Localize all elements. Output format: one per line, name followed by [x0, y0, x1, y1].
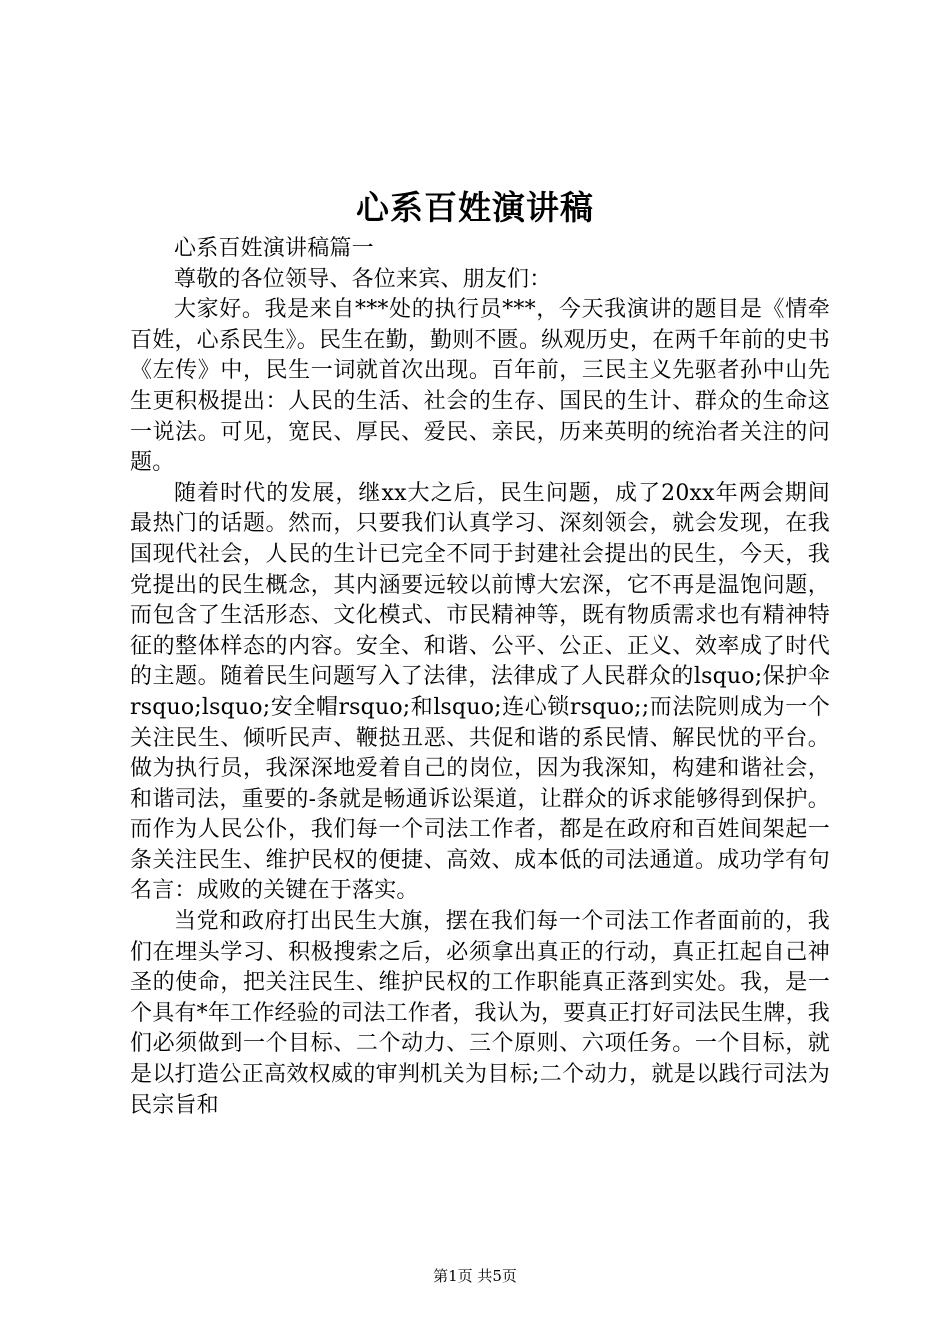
body-paragraph: 当党和政府打出民生大旗，摆在我们每一个司法工作者面前的，我们在埋头学习、积极搜索之后，必须拿出真正的行动，真正扛起自己神圣的使命，把关注民生、维护民权的工作职能真正落到实处。我，是一个具有*年工作经验的司法工作者，我认为，要真正打好司法民生牌，我们必须做到一个目标、二个动力、三个原则、六项任务。一个目标，就是以打造公正高效权威的审判机关为目标;二个动力，就是以践行司法为民宗旨和 [130, 909, 830, 1118]
body-paragraph: 随着时代的发展，继xx大之后，民生问题，成了20xx年两会期间最热门的话题。然而，只要我们认真学习、深刻领会，就会发现，在我国现代社会，人民的生计已完全不同于封建社会提出的民生，今天，我党提出的民生概念，其内涵要远较以前博大宏深，它不再是温饱问题，而包含了生活形态、文化模式、市民精神等，既有物质需求也有精神特征的整体样态的内容。安全、和谐、公平、公正、正义、效率成了时代的主题。随着民生问题写入了法律，法律成了人民群众的lsquo;保护伞rsquo;lsquo;安全帽rsquo;和lsquo;连心锁rsquo;;而法院则成为一个关注民生、倾听民声、鞭挞丑恶、共促和谐的系民情、解民忧的平台。做为执行员，我深深地爱着自己的岗位，因为我深知，构建和谐社会，和谐司法，重要的-条就是畅通诉讼渠道，让群众的诉求能够得到保护。而作为人民公仆，我们每一个司法工作者，都是在政府和百姓间架起一条关注民生、维护民权的便捷、高效、成本低的司法通道。成功学有句名言：成败的关键在于落实。 [130, 480, 830, 904]
document-title: 心系百姓演讲稿 [356, 188, 594, 227]
body-paragraph: 大家好。我是来自***处的执行员***，今天我演讲的题目是《情牵百姓，心系民生》。民生在勤，勤则不匮。纵观历史，在两千年前的史书《左传》中，民生一词就首次出现。百年前，三民主义先驱者孙中山先生更积极提出：人民的生活、社会的生存、国民的生计、群众的生命这一说法。可见，宽民、厚民、爱民、亲民，历来英明的统治者关注的问题。 [130, 297, 830, 476]
document-body [130, 234, 830, 1121]
page-number-footer: 第1页 共5页 [433, 1267, 517, 1285]
salutation-paragraph: 尊敬的各位领导、各位来宾、朋友们： [174, 266, 552, 292]
subtitle-paragraph: 心系百姓演讲稿篇一 [174, 236, 374, 261]
